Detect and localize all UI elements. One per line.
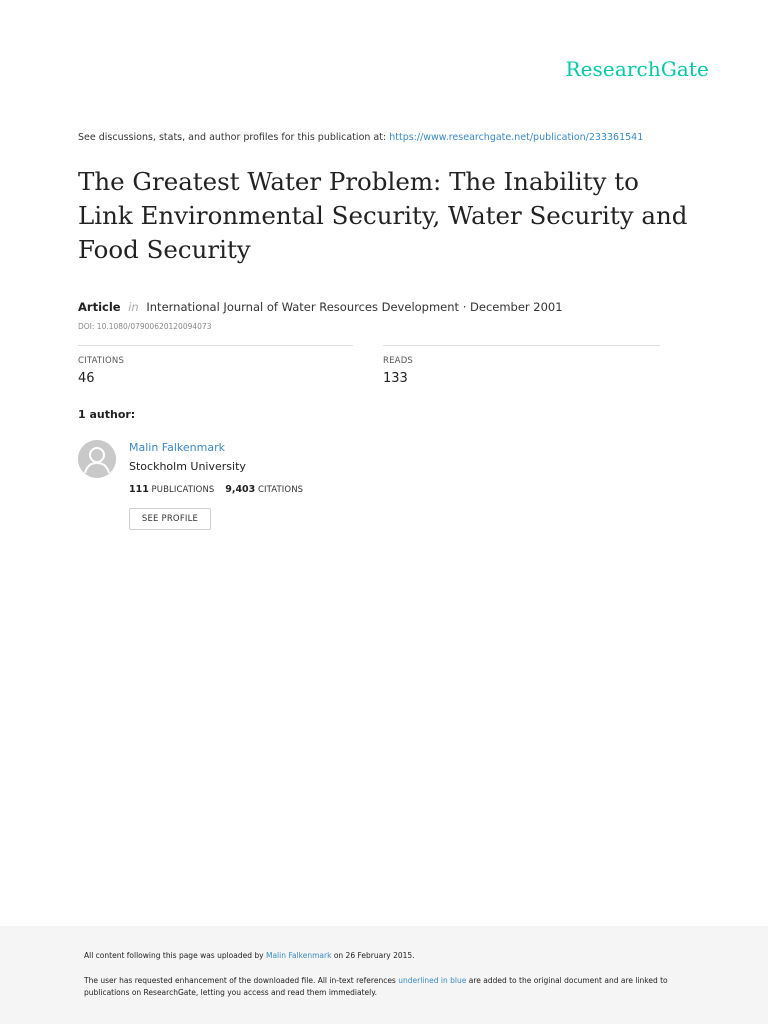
author-institution: Stockholm University — [129, 460, 246, 473]
author-citations-label: CITATIONS — [257, 485, 304, 495]
enhancement-notice — [84, 975, 704, 999]
see-profile-button[interactable]: SEE PROFILE — [129, 508, 211, 530]
upload-notice — [84, 951, 415, 960]
notice-link-text: underlined in blue — [398, 976, 467, 985]
author-citations-count: 9,403 — [225, 484, 256, 495]
source-prefix: See discussions, stats, and author profiles for this publication at: — [78, 132, 387, 143]
reads-divider — [383, 345, 660, 346]
in-label: in — [128, 300, 139, 314]
author-publications-count: 111 — [129, 484, 149, 495]
publication-meta — [78, 300, 563, 314]
reads-count: 133 — [383, 371, 408, 386]
author-stats — [129, 484, 303, 495]
upload-suffix: on 26 February 2015. — [333, 951, 415, 960]
citations-divider — [78, 345, 353, 346]
publication-url-link[interactable]: https://www.researchgate.net/publication/233361541 — [389, 132, 644, 143]
footer — [0, 926, 768, 1024]
researchgate-logo[interactable]: ResearchGate — [565, 57, 709, 81]
author-name-link[interactable]: Malin Falkenmark — [129, 441, 225, 454]
publication-type: Article — [78, 300, 121, 314]
notice-suffix: are added to the original document and are linked to publications on ResearchGate, letting you access and read them immediately. — [84, 976, 668, 997]
reads-label: READS — [383, 356, 414, 366]
doi-text: DOI: 10.1080/07900620120094073 — [78, 322, 212, 331]
citations-label: CITATIONS — [78, 356, 125, 366]
author-publications-label: PUBLICATIONS — [151, 485, 215, 495]
user-silhouette-icon[interactable] — [78, 440, 116, 478]
authors-heading: 1 author: — [78, 408, 136, 421]
source-line — [78, 132, 643, 143]
publication-title: The Greatest Water Problem: The Inability to Link Environmental Security, Water Security and Food Security — [78, 167, 688, 264]
notice-prefix: The user has requested enhancement of the downloaded file. All in-text references — [84, 976, 396, 985]
journal-venue: International Journal of Water Resources Development · December 2001 — [146, 300, 563, 314]
citations-count: 46 — [78, 371, 95, 386]
upload-prefix: All content following this page was uploaded by — [84, 951, 264, 960]
uploader-link[interactable]: Malin Falkenmark — [265, 951, 332, 960]
